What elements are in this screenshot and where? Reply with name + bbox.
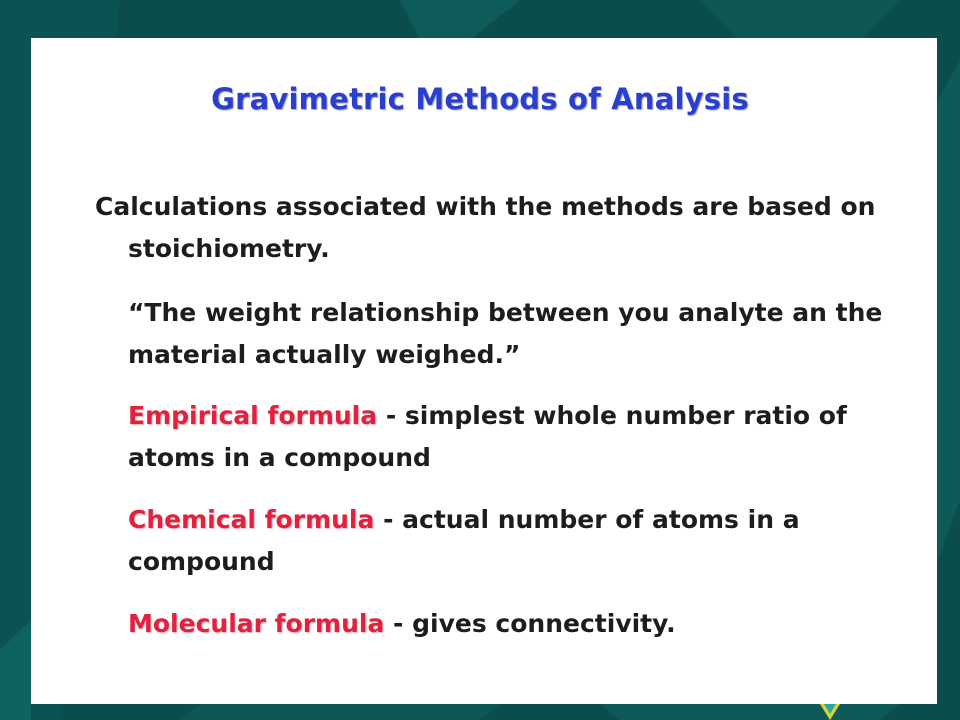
quote-paragraph: “The weight relationship between you analyte an the material actually weighed.” (128, 298, 883, 369)
definition-molecular (128, 603, 918, 645)
term-empirical-formula: Empirical formula (128, 401, 378, 430)
definition-text-empirical: - simplest whole number ratio of atoms in a compound (128, 401, 847, 472)
intro-line-1: Calculations associated with the methods are based on (95, 192, 876, 221)
corner-triangle-icon (820, 704, 840, 720)
definition-text-chemical: - actual number of atoms in a compound (128, 505, 800, 576)
term-chemical-formula: Chemical formula (128, 505, 375, 534)
intro-line-2: stoichiometry. (128, 234, 330, 263)
definition-text-molecular: - gives connectivity. (384, 609, 676, 638)
definition-chemical (128, 499, 918, 583)
slide-title: Gravimetric Methods of Analysis (211, 82, 749, 116)
intro-paragraph (95, 186, 895, 270)
term-molecular-formula: Molecular formula (128, 609, 385, 638)
definition-empirical (128, 395, 918, 479)
